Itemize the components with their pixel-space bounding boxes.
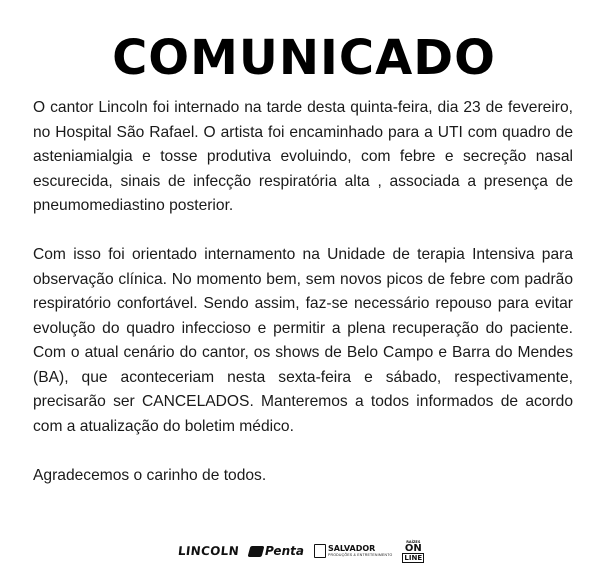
paragraph-thanks: Agradecemos o carinho de todos. [33, 466, 267, 484]
online-logo [402, 540, 424, 563]
penta-logo [249, 544, 304, 558]
salvador-mark-icon [314, 544, 326, 558]
paragraph-cancellation: Com isso foi orientado internamento na Unidade de terapia Intensiva para observação clínica. No momento bem, sem novos picos de febre com padrão respiratório confortável. Sendo assim, faz-se necessário repouso para evitar evolução do quadro infeccioso e permitir a plena recuperação do paciente. Com o atual cenário do cantor, os shows de Belo Campo e Barra do Mendes (BA), que aconteceriam nesta sexta-feira e sábado, respectivamente, precisarão ser CANCELADOS. Manteremos a todos informados de acordo com a atualização do boletim médico. [33, 246, 573, 435]
salvador-logo-name: SALVADOR [327, 543, 376, 553]
penta-logo-text: Penta [264, 544, 304, 558]
online-logo-bottom: LINE [404, 553, 423, 562]
online-logo-mid: ON [404, 542, 422, 554]
page-title: COMUNICADO [112, 30, 496, 86]
lincoln-logo: LINCOLN [177, 544, 240, 558]
paragraph-hospitalization: O cantor Lincoln foi internado na tarde desta quinta-feira, dia 23 de fevereiro, no Hospital São Rafael. O artista foi encaminhado para a UTI com quadro de asteniamialgia e tosse produtiva evoluindo, com febre e secreção nasal escurecida, sinais de infecção respiratória alta , associada a presença de pneumomediastino posterior. [33, 99, 573, 214]
salvador-logo-subtitle: PRODUÇÕES & ENTRETENIMENTO [327, 552, 393, 557]
penta-mark-icon [247, 546, 264, 557]
salvador-logo [314, 544, 392, 558]
sponsor-logos [178, 536, 428, 566]
online-logo-top: RAÍZES [406, 539, 421, 544]
announcement-body [33, 96, 573, 488]
